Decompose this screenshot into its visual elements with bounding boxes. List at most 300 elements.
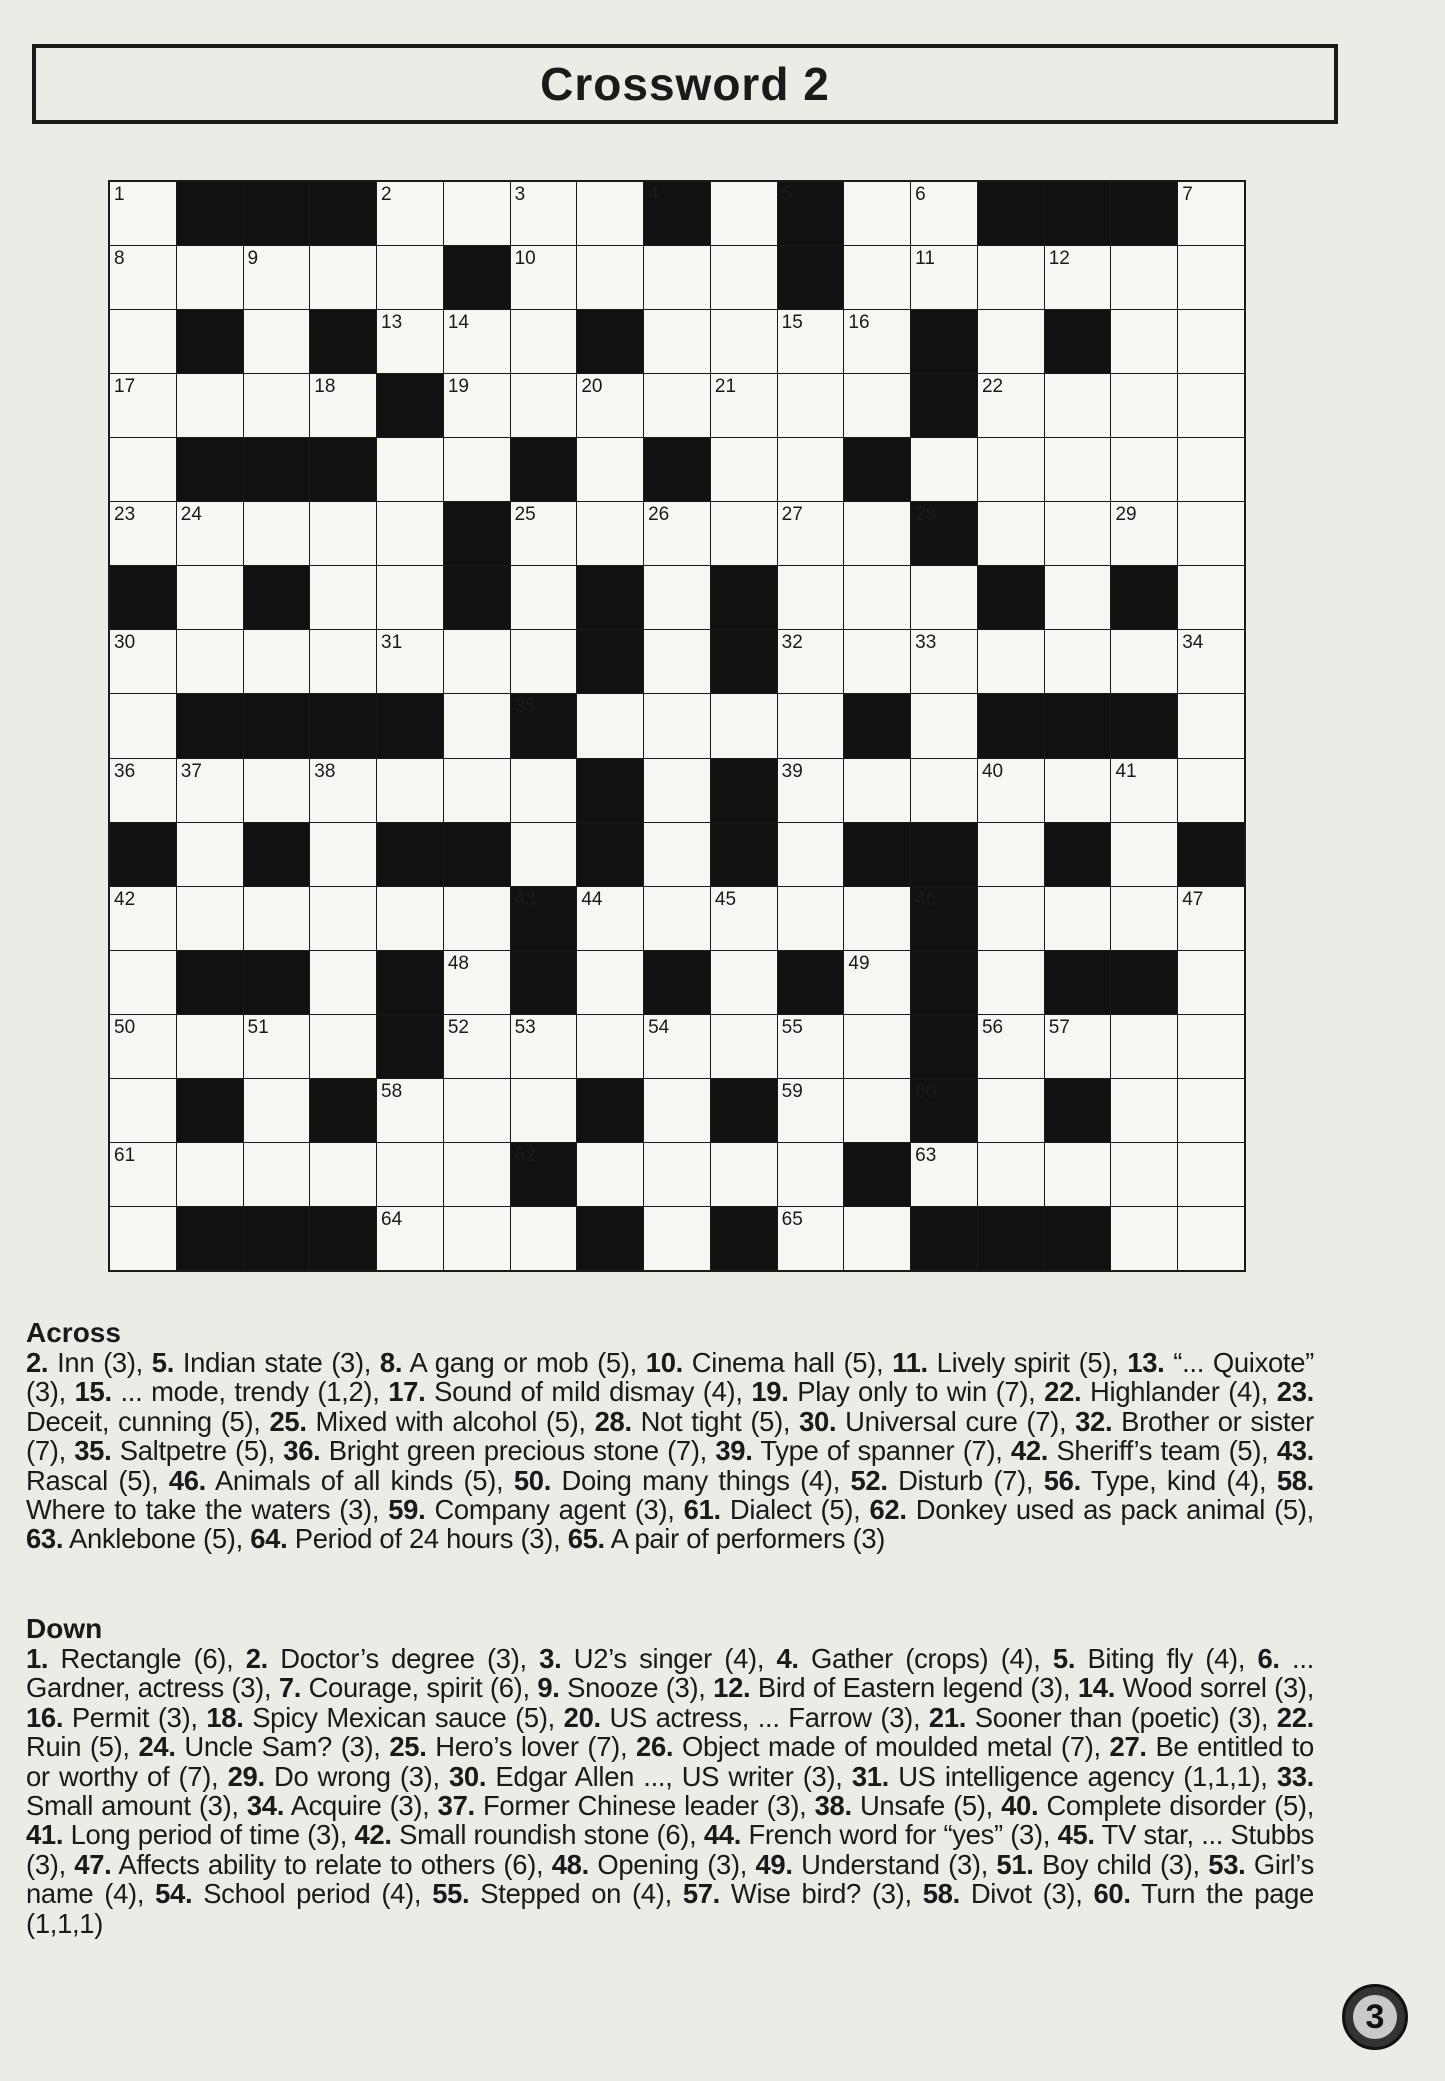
grid-cell[interactable] xyxy=(844,1079,910,1142)
grid-cell[interactable] xyxy=(1045,759,1111,822)
grid-cell[interactable] xyxy=(711,310,777,373)
grid-cell[interactable] xyxy=(1178,182,1244,245)
grid-cell[interactable] xyxy=(978,887,1044,950)
grid-cell-black xyxy=(1045,694,1111,757)
grid-cell[interactable] xyxy=(911,694,977,757)
grid-cell[interactable] xyxy=(1178,1207,1244,1270)
grid-cell[interactable] xyxy=(1111,1207,1177,1270)
grid-cell[interactable] xyxy=(1178,759,1244,822)
grid-cell[interactable] xyxy=(110,1015,176,1078)
grid-cell[interactable] xyxy=(110,246,176,309)
grid-cell[interactable] xyxy=(911,759,977,822)
grid-cell[interactable] xyxy=(1045,630,1111,693)
clue-num: 44. xyxy=(703,1819,742,1851)
grid-cell[interactable] xyxy=(778,374,844,437)
grid-cell[interactable] xyxy=(177,1143,243,1206)
grid-cell-black xyxy=(711,823,777,886)
grid-cell[interactable] xyxy=(310,1143,376,1206)
grid-cell[interactable] xyxy=(444,951,510,1014)
grid-cell[interactable] xyxy=(110,374,176,437)
grid-cell[interactable] xyxy=(644,246,710,309)
grid-cell[interactable] xyxy=(244,1015,310,1078)
clue-num: 39. xyxy=(715,1435,753,1467)
grid-cell[interactable] xyxy=(1045,502,1111,565)
grid-cell[interactable] xyxy=(177,246,243,309)
clue-text: Unsafe (5), xyxy=(851,1790,1002,1822)
grid-cell[interactable] xyxy=(978,438,1044,501)
across-clue-list xyxy=(26,1348,1314,1554)
grid-cell[interactable] xyxy=(310,759,376,822)
grid-cell[interactable] xyxy=(911,566,977,629)
grid-cell[interactable] xyxy=(177,374,243,437)
grid-cell[interactable] xyxy=(1045,438,1111,501)
grid-cell[interactable] xyxy=(778,566,844,629)
clue-text: Turn the page (1,1,1) xyxy=(26,1878,1314,1939)
grid-cell-black xyxy=(177,951,243,1014)
clue-number: 40 xyxy=(981,760,1004,782)
grid-cell-black xyxy=(244,694,310,757)
grid-cell[interactable] xyxy=(1045,246,1111,309)
grid-cell[interactable] xyxy=(778,630,844,693)
grid-cell[interactable] xyxy=(310,374,376,437)
grid-cell[interactable] xyxy=(377,630,443,693)
grid-cell[interactable] xyxy=(511,1207,577,1270)
grid-cell[interactable] xyxy=(911,438,977,501)
grid-cell[interactable] xyxy=(377,759,443,822)
grid-cell[interactable] xyxy=(377,887,443,950)
grid-cell[interactable] xyxy=(778,759,844,822)
clue-number: 6 xyxy=(915,184,926,205)
grid-cell[interactable] xyxy=(377,566,443,629)
grid-cell[interactable] xyxy=(244,310,310,373)
grid-cell[interactable] xyxy=(644,310,710,373)
grid-cell[interactable] xyxy=(711,951,777,1014)
grid-cell[interactable] xyxy=(1111,1015,1177,1078)
grid-cell-black xyxy=(310,694,376,757)
clue-num: 22. xyxy=(1276,1701,1314,1733)
grid-cell[interactable] xyxy=(1111,759,1177,822)
grid-cell[interactable] xyxy=(511,823,577,886)
clue-num: 61. xyxy=(683,1494,721,1526)
clue-num: 43. xyxy=(1276,1435,1314,1467)
grid-cell[interactable] xyxy=(577,438,643,501)
clue-text: Rectangle (6), xyxy=(48,1643,246,1674)
grid-cell[interactable] xyxy=(444,438,510,501)
grid-cell[interactable] xyxy=(1111,887,1177,950)
grid-cell[interactable] xyxy=(377,438,443,501)
grid-cell[interactable] xyxy=(110,1079,176,1142)
grid-cell-black xyxy=(1045,1079,1111,1142)
grid-cell[interactable] xyxy=(778,823,844,886)
grid-cell[interactable] xyxy=(244,1143,310,1206)
grid-cell[interactable] xyxy=(644,1207,710,1270)
grid-cell[interactable] xyxy=(1045,1143,1111,1206)
grid-cell[interactable] xyxy=(511,1079,577,1142)
grid-cell[interactable] xyxy=(1178,566,1244,629)
clue-text: Indian state (3), xyxy=(174,1347,380,1378)
grid-cell[interactable] xyxy=(577,1015,643,1078)
grid-cell[interactable] xyxy=(577,182,643,245)
clue-num: 9. xyxy=(537,1672,560,1704)
clue-num: 47. xyxy=(74,1848,112,1880)
grid-cell-black xyxy=(1178,823,1244,886)
grid-cell-black xyxy=(177,310,243,373)
clue-text: ... Gardner, actress (3), xyxy=(26,1643,1314,1704)
grid-cell[interactable] xyxy=(911,246,977,309)
grid-cell[interactable] xyxy=(1111,1079,1177,1142)
clue-num: 58. xyxy=(922,1878,960,1910)
grid-cell[interactable] xyxy=(1111,502,1177,565)
grid-cell[interactable] xyxy=(244,630,310,693)
clue-text: Bright green precious stone (7), xyxy=(320,1435,716,1467)
clue-text: Divot (3), xyxy=(959,1878,1094,1910)
grid-cell[interactable] xyxy=(711,182,777,245)
clue-text: Lively spirit (5), xyxy=(927,1347,1128,1378)
clue-num: 19. xyxy=(751,1376,789,1408)
grid-cell[interactable] xyxy=(978,374,1044,437)
grid-cell-black xyxy=(177,1207,243,1270)
grid-cell[interactable] xyxy=(844,566,910,629)
grid-cell[interactable] xyxy=(978,1015,1044,1078)
grid-cell[interactable] xyxy=(778,694,844,757)
clue-number: 27 xyxy=(781,504,803,526)
clue-num: 38. xyxy=(814,1790,852,1822)
grid-cell[interactable] xyxy=(844,182,910,245)
grid-cell[interactable] xyxy=(110,502,176,565)
grid-cell[interactable] xyxy=(711,887,777,950)
grid-cell[interactable] xyxy=(711,438,777,501)
crossword-grid xyxy=(108,180,1246,1272)
clue-text: A gang or mob (5), xyxy=(402,1347,646,1378)
grid-cell[interactable] xyxy=(110,887,176,950)
grid-cell[interactable] xyxy=(511,1015,577,1078)
grid-cell-black xyxy=(444,823,510,886)
clue-text: A pair of performers (3) xyxy=(604,1523,886,1555)
clue-num: 26. xyxy=(636,1731,674,1763)
clue-number: 62 xyxy=(514,1144,536,1166)
grid-cell[interactable] xyxy=(1111,310,1177,373)
grid-cell[interactable] xyxy=(177,566,243,629)
clue-text: Deceit, cunning (5), xyxy=(26,1405,270,1437)
grid-cell[interactable] xyxy=(844,310,910,373)
grid-cell[interactable] xyxy=(978,823,1044,886)
grid-cell[interactable] xyxy=(444,310,510,373)
grid-cell[interactable] xyxy=(644,1143,710,1206)
grid-cell[interactable] xyxy=(310,566,376,629)
grid-cell[interactable] xyxy=(511,759,577,822)
grid-cell[interactable] xyxy=(444,1079,510,1142)
clue-text: Animals of all kinds (5), xyxy=(205,1464,514,1496)
clue-text: French word for “yes” (3), xyxy=(741,1819,1058,1851)
clue-num: 54. xyxy=(155,1878,193,1910)
grid-cell[interactable] xyxy=(310,502,376,565)
grid-cell[interactable] xyxy=(444,759,510,822)
grid-cell[interactable] xyxy=(978,246,1044,309)
grid-cell[interactable] xyxy=(1178,438,1244,501)
grid-cell[interactable] xyxy=(778,310,844,373)
grid-cell[interactable] xyxy=(177,630,243,693)
grid-cell[interactable] xyxy=(444,374,510,437)
grid-cell[interactable] xyxy=(244,374,310,437)
grid-cell[interactable] xyxy=(844,1015,910,1078)
grid-cell[interactable] xyxy=(577,887,643,950)
grid-cell[interactable] xyxy=(911,182,977,245)
clue-num: 65. xyxy=(567,1523,605,1555)
grid-cell[interactable] xyxy=(310,823,376,886)
grid-cell-black xyxy=(978,694,1044,757)
grid-cell[interactable] xyxy=(778,502,844,565)
grid-cell[interactable] xyxy=(177,887,243,950)
grid-cell[interactable] xyxy=(1178,1079,1244,1142)
grid-cell[interactable] xyxy=(911,1143,977,1206)
grid-cell[interactable] xyxy=(577,951,643,1014)
grid-cell-black xyxy=(244,1207,310,1270)
grid-cell[interactable] xyxy=(377,1143,443,1206)
grid-cell[interactable] xyxy=(511,374,577,437)
grid-cell[interactable] xyxy=(644,566,710,629)
clue-number: 4 xyxy=(648,184,659,205)
clue-text: Edgar Allen ..., US writer (3), xyxy=(486,1760,852,1792)
grid-cell[interactable] xyxy=(377,246,443,309)
grid-cell[interactable] xyxy=(377,1207,443,1270)
clue-text: “... Quixote” (3), xyxy=(26,1347,1314,1408)
grid-cell[interactable] xyxy=(644,374,710,437)
grid-cell[interactable] xyxy=(844,630,910,693)
grid-cell[interactable] xyxy=(978,310,1044,373)
grid-cell[interactable] xyxy=(310,246,376,309)
grid-cell[interactable] xyxy=(244,246,310,309)
grid-cell[interactable] xyxy=(711,374,777,437)
grid-cell[interactable] xyxy=(177,1015,243,1078)
grid-cell[interactable] xyxy=(1178,630,1244,693)
grid-cell-black xyxy=(711,1079,777,1142)
clue-num: 28. xyxy=(594,1405,632,1437)
grid-cell[interactable] xyxy=(844,374,910,437)
grid-cell[interactable] xyxy=(778,1143,844,1206)
grid-cell-black xyxy=(577,630,643,693)
grid-cell[interactable] xyxy=(110,1143,176,1206)
clue-number: 1 xyxy=(114,184,125,205)
grid-cell[interactable] xyxy=(978,1079,1044,1142)
clue-text: Sound of mild dismay (4), xyxy=(425,1376,752,1408)
grid-cell[interactable] xyxy=(844,502,910,565)
grid-cell[interactable] xyxy=(844,1207,910,1270)
grid-cell[interactable] xyxy=(511,182,577,245)
grid-cell[interactable] xyxy=(844,951,910,1014)
grid-cell-black xyxy=(711,630,777,693)
grid-cell[interactable] xyxy=(444,1143,510,1206)
grid-cell[interactable] xyxy=(644,630,710,693)
clue-number: 8 xyxy=(114,248,125,270)
grid-cell[interactable] xyxy=(978,759,1044,822)
grid-cell[interactable] xyxy=(1111,438,1177,501)
grid-cell-black xyxy=(911,1015,977,1078)
grid-cell[interactable] xyxy=(1111,1143,1177,1206)
grid-cell-black xyxy=(1045,1207,1111,1270)
grid-cell[interactable] xyxy=(511,630,577,693)
grid-cell[interactable] xyxy=(1111,630,1177,693)
grid-cell[interactable] xyxy=(110,438,176,501)
grid-cell[interactable] xyxy=(244,887,310,950)
grid-cell[interactable] xyxy=(644,1015,710,1078)
grid-cell[interactable] xyxy=(577,1143,643,1206)
grid-cell[interactable] xyxy=(377,310,443,373)
clue-num: 56. xyxy=(1043,1464,1081,1496)
clue-text: Highlander (4), xyxy=(1081,1376,1277,1408)
clue-num: 17. xyxy=(388,1376,426,1408)
grid-cell[interactable] xyxy=(444,887,510,950)
grid-cell[interactable] xyxy=(110,694,176,757)
clue-num: 7. xyxy=(278,1672,302,1704)
grid-cell[interactable] xyxy=(1178,951,1244,1014)
grid-cell[interactable] xyxy=(1178,246,1244,309)
grid-cell[interactable] xyxy=(377,502,443,565)
clue-number: 30 xyxy=(114,632,136,654)
clue-number: 24 xyxy=(180,504,202,526)
grid-cell[interactable] xyxy=(310,1015,376,1078)
clue-number: 19 xyxy=(447,376,469,398)
grid-cell[interactable] xyxy=(711,246,777,309)
grid-cell[interactable] xyxy=(1045,887,1111,950)
grid-cell[interactable] xyxy=(978,951,1044,1014)
grid-cell[interactable] xyxy=(1111,246,1177,309)
grid-cell[interactable] xyxy=(244,759,310,822)
clue-num: 3. xyxy=(539,1643,562,1674)
clue-num: 35. xyxy=(74,1435,112,1467)
grid-cell[interactable] xyxy=(310,630,376,693)
grid-cell[interactable] xyxy=(844,887,910,950)
grid-cell[interactable] xyxy=(377,182,443,245)
grid-cell[interactable] xyxy=(444,182,510,245)
grid-cell[interactable] xyxy=(1178,694,1244,757)
grid-cell[interactable] xyxy=(177,759,243,822)
grid-cell[interactable] xyxy=(978,630,1044,693)
grid-cell-black xyxy=(1111,694,1177,757)
grid-cell[interactable] xyxy=(978,1143,1044,1206)
page-title: Crossword 2 xyxy=(540,58,830,110)
grid-cell[interactable] xyxy=(644,887,710,950)
grid-cell[interactable] xyxy=(110,630,176,693)
grid-cell[interactable] xyxy=(177,502,243,565)
grid-cell[interactable] xyxy=(110,310,176,373)
grid-cell[interactable] xyxy=(511,566,577,629)
grid-cell[interactable] xyxy=(778,438,844,501)
grid-cell[interactable] xyxy=(110,1207,176,1270)
clue-num: 42. xyxy=(1010,1435,1049,1467)
grid-cell[interactable] xyxy=(1178,502,1244,565)
clue-text: Wise bird? (3), xyxy=(720,1878,923,1910)
grid-cell[interactable] xyxy=(1111,374,1177,437)
grid-cell[interactable] xyxy=(444,1207,510,1270)
clue-text: Saltpetre (5), xyxy=(111,1435,284,1467)
grid-cell[interactable] xyxy=(711,694,777,757)
grid-cell[interactable] xyxy=(577,374,643,437)
grid-cell[interactable] xyxy=(511,310,577,373)
grid-cell[interactable] xyxy=(978,502,1044,565)
grid-cell[interactable] xyxy=(711,1015,777,1078)
clue-num: 23. xyxy=(1276,1376,1314,1408)
clue-num: 8. xyxy=(379,1347,403,1378)
grid-cell[interactable] xyxy=(511,502,577,565)
grid-cell[interactable] xyxy=(844,759,910,822)
clue-text: School period (4), xyxy=(192,1878,433,1910)
clue-num: 48. xyxy=(551,1848,589,1880)
grid-cell[interactable] xyxy=(778,887,844,950)
grid-cell[interactable] xyxy=(911,630,977,693)
grid-cell[interactable] xyxy=(644,502,710,565)
grid-cell[interactable] xyxy=(511,246,577,309)
grid-cell[interactable] xyxy=(711,1143,777,1206)
grid-cell[interactable] xyxy=(1045,1015,1111,1078)
grid-cell[interactable] xyxy=(110,182,176,245)
grid-cell[interactable] xyxy=(577,246,643,309)
grid-cell[interactable] xyxy=(577,502,643,565)
grid-cell[interactable] xyxy=(711,502,777,565)
grid-cell-black xyxy=(244,438,310,501)
clue-number: 37 xyxy=(180,760,202,782)
grid-cell[interactable] xyxy=(844,246,910,309)
grid-cell[interactable] xyxy=(644,694,710,757)
grid-cell[interactable] xyxy=(577,694,643,757)
grid-cell[interactable] xyxy=(1178,374,1244,437)
grid-cell-black xyxy=(244,566,310,629)
grid-cell-black xyxy=(644,182,710,245)
grid-cell[interactable] xyxy=(1045,374,1111,437)
grid-cell[interactable] xyxy=(1178,887,1244,950)
grid-cell[interactable] xyxy=(1111,823,1177,886)
grid-cell[interactable] xyxy=(110,759,176,822)
grid-cell-black xyxy=(911,374,977,437)
grid-cell[interactable] xyxy=(310,887,376,950)
grid-cell-black xyxy=(244,182,310,245)
clue-text: Play only to win (7), xyxy=(788,1376,1045,1408)
grid-cell[interactable] xyxy=(310,951,376,1014)
grid-cell[interactable] xyxy=(1178,1015,1244,1078)
grid-cell[interactable] xyxy=(444,694,510,757)
clue-text: Cinema hall (5), xyxy=(682,1347,893,1378)
grid-cell[interactable] xyxy=(778,1207,844,1270)
grid-cell[interactable] xyxy=(110,951,176,1014)
grid-cell[interactable] xyxy=(778,1015,844,1078)
grid-cell[interactable] xyxy=(1178,310,1244,373)
grid-cell[interactable] xyxy=(778,1079,844,1142)
clue-num: 32. xyxy=(1075,1405,1113,1437)
clue-num: 14. xyxy=(1077,1672,1116,1704)
clue-text: Doctor’s degree (3), xyxy=(267,1643,540,1674)
clue-text: Donkey used as pack animal (5), xyxy=(906,1494,1314,1526)
grid-cell[interactable] xyxy=(244,502,310,565)
grid-cell[interactable] xyxy=(644,1079,710,1142)
clue-num: 6. xyxy=(1257,1643,1280,1674)
grid-cell[interactable] xyxy=(1045,566,1111,629)
grid-cell[interactable] xyxy=(444,630,510,693)
grid-cell-black xyxy=(577,310,643,373)
grid-cell-black xyxy=(711,566,777,629)
grid-cell[interactable] xyxy=(244,1079,310,1142)
grid-cell[interactable] xyxy=(177,823,243,886)
grid-cell-black xyxy=(911,502,977,565)
grid-cell[interactable] xyxy=(1178,1143,1244,1206)
grid-cell[interactable] xyxy=(377,1079,443,1142)
grid-cell[interactable] xyxy=(444,1015,510,1078)
clue-num: 5. xyxy=(1052,1643,1076,1674)
clue-num: 62. xyxy=(869,1494,907,1526)
clue-num: 21. xyxy=(928,1701,967,1733)
grid-cell[interactable] xyxy=(644,823,710,886)
clue-num: 4. xyxy=(776,1643,799,1674)
clue-number: 29 xyxy=(1115,504,1137,526)
grid-cell[interactable] xyxy=(644,759,710,822)
